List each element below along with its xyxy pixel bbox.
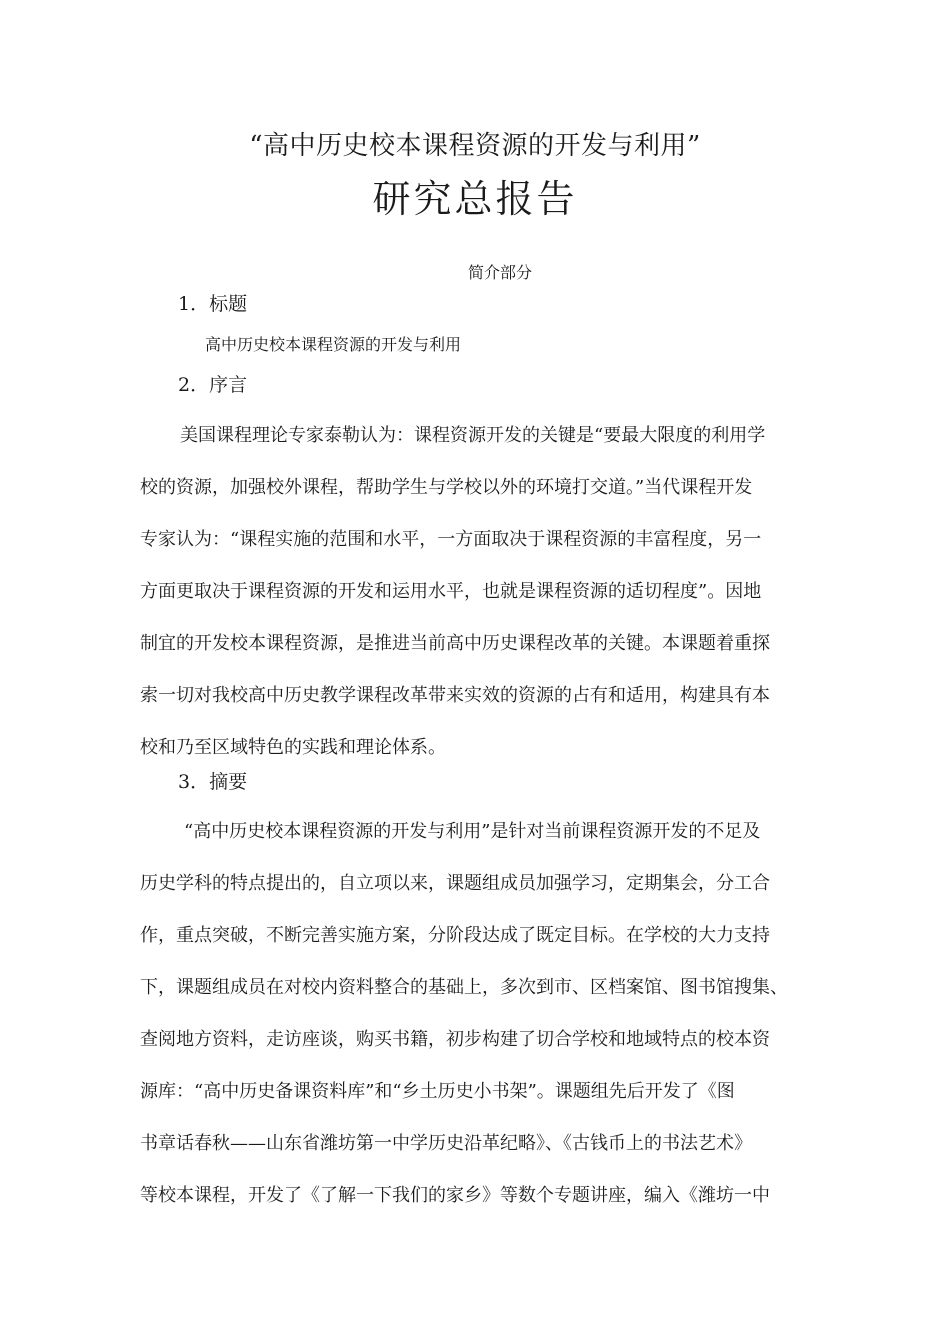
paragraph-line: 查阅地方资料，走访座谈，购买书籍，初步构建了切合学校和地域特点的校本资 <box>140 1029 770 1050</box>
abstract-paragraph <box>140 806 820 1222</box>
paragraph-line: 历史学科的特点提出的，自立项以来，课题组成员加强学习，定期集会，分工合 <box>140 873 770 894</box>
report-title-line2: 研究总报告 <box>372 177 578 221</box>
section-heading-title: 1．标题 <box>178 293 248 315</box>
paragraph-line: 校和乃至区域特色的实践和理论体系。 <box>140 737 446 758</box>
intro-label: 简介部分 <box>467 263 532 282</box>
paragraph-line: 作，重点突破，不断完善实施方案，分阶段达成了既定目标。在学校的大力支持 <box>140 925 770 946</box>
section-title-content: 高中历史校本课程资源的开发与利用 <box>205 335 462 354</box>
paragraph-line: 索一切对我校高中历史教学课程改革带来实效的资源的占有和适用，构建具有本 <box>140 685 770 706</box>
preface-paragraph <box>140 410 820 774</box>
paragraph-line: 书章话春秋——山东省潍坊第一中学历史沿革纪略》、《古钱币上的书法艺术》 <box>140 1133 752 1154</box>
paragraph-line: 等校本课程，开发了《了解一下我们的家乡》等数个专题讲座，编入《潍坊一中 <box>140 1185 770 1206</box>
section-heading-preface: 2．序言 <box>178 374 248 396</box>
paragraph-line: 制宜的开发校本课程资源，是推进当前高中历史课程改革的关键。本课题着重探 <box>140 633 770 654</box>
report-title-line1: “高中历史校本课程资源的开发与利用” <box>249 131 701 161</box>
paragraph-line: 专家认为：“课程实施的范围和水平，一方面取决于课程资源的丰富程度，另一 <box>140 529 762 550</box>
paragraph-line: 校的资源，加强校外课程，帮助学生与学校以外的环境打交道。”当代课程开发 <box>140 477 753 498</box>
section-heading-abstract: 3．摘要 <box>178 771 248 793</box>
paragraph-line: 下，课题组成员在对校内资料整合的基础上，多次到市、区档案馆、图书馆搜集、 <box>140 977 788 998</box>
paragraph-line: 源库：“高中历史备课资料库”和“乡土历史小书架”。课题组先后开发了《图 <box>140 1081 735 1102</box>
paragraph-line: 方面更取决于课程资源的开发和运用水平，也就是课程资源的适切程度”。因地 <box>140 581 762 602</box>
paragraph-line: 美国课程理论专家泰勒认为：课程资源开发的关键是“要最大限度的利用学 <box>180 425 766 446</box>
paragraph-line: “高中历史校本课程资源的开发与利用”是针对当前课程资源开发的不足及 <box>184 821 761 842</box>
